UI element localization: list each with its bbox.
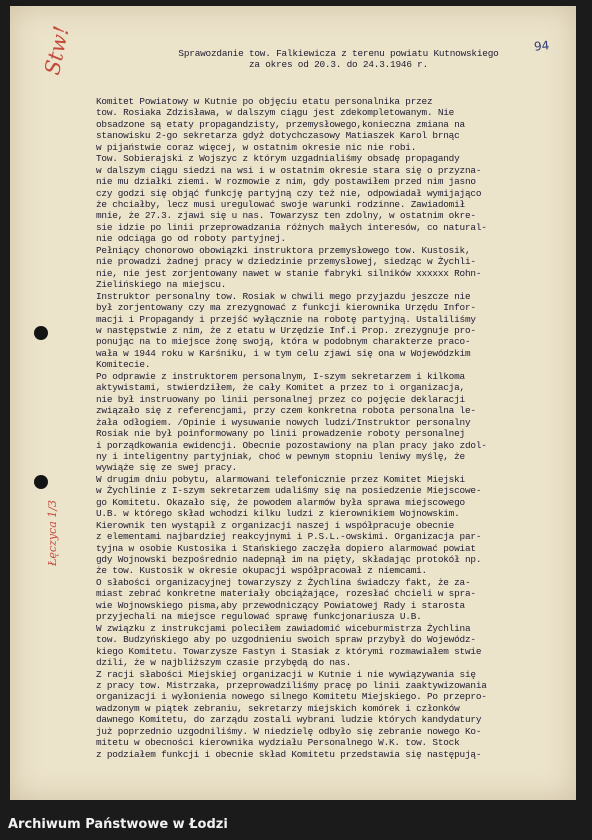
punch-hole-top [34,326,48,340]
page-number: 94 [533,38,550,54]
document-body: Komitet Powiatowy w Kutnie po objęciu etatu personalnika przez tow. Rosiaka Zdzisława, w dalszym ciągu jest zdekompletowanym. Nie obsadzone są etaty propagandzisty, przemysłowego,konieczna zmiana na stanowisku 2-go sekretarza gdyż dotychczasowy Matiaszek Karol brnąc w pijaństwie coraz więcej, w ostatnim okresie nic nie robi. Tow. Sobierajski z Wojszyc z którym uzgadnialiśmy obsadę propagandy w dalszym ciągu siedzi na wsi i w ostatnim okresie stara się o przyzna- nie mu działki ziemi. W rozmowie z nim, gdy postawiłem przed nim jasno czy godzi się objąć funkcję partyjną czy też nie, odpowiadał wymijająco że chciałby, lecz musi uregulować swoje warunki rodzinne. Zawiadomił mnie, że 27.3. zjawi się u nas. Towarzysz ten zdolny, w ostatnim okre- sie idzie po linii przeprowadzania różnych małych interesów, co natural- nie odciąga go od roboty partyjnej. Pełniący chonorowo obowiązki instruktora przemysłowego tow. Kustosik, nie prowadzi żadnej pracy w dziedzinie przemysłowej, siedząc w Żychli- nie, nie jest zorjentowany nawet w stanie fabryki silników xxxxxx Rohn- Zielińskiego na miejscu. Instruktor personalny tow. Rosiak w chwili mego przyjazdu jeszcze nie był zorjentowany czy ma zrezygnować z funkcji kierownika Urzędu Infor- macji i Propagandy i przejść wyłącznie na robotę partyjną. Ustaliliśmy w następstwie z nim, że z etatu w Urzędzie Inf.i Prop. zrezygnuje pro- ponując na to miejsce żonę swoją, która w podobnym charakterze praco- wała w 1944 roku w Karśniku, i w tym celu zjawi się ona w Wojewódzkim Komitecie. Po odprawie z instruktorem personalnym, I-szym sekretarzem i kilkoma aktywistami, stwierdziłem, że cały Komitet a przez to i organizacja, nie był instruowany po linii personalnej przez co pojęcie deklaracji związało się z referencjami, przy czem konkretna robota personalna le- żała odłogiem. /Opinie i wysuwanie nowych ludzi/Instruktor personalny Rosiak nie był poinformowany po linii prowadzenie roboty personalnej i porządkowania ewidencji. Obecnie pozostawiony na plan pracy jako zdol- ny i inteligentny partyjniak, choć w pewnym stopniu leniwy myślę, że wywiąże się ze swej pracy. W drugim dniu pobytu, alarmowani telefonicznie przez Komitet Miejski w Żychlinie z I-szym sekretarzem udaliśmy się na posiedzenie Miejscowe- go Komitetu. Okazało się, że powodem alarmów była sprawa miejscowego U.B. w którego skład wchodzi kilku ludzi z kierownikiem Wojnowskim. Kierownik ten wystąpił z organizacji naszej i współpracuje obecnie z elementami najbardziej reakcyjnymi i P.S.L.-owskimi. Organizacja par- tyjna w osobie Kustosika i Stańskiego zaczęła dopiero alarmować powiat gdy Wojnowski bezpośrednio nadepnął im na pięty, składając protokół np. że tow. Kustosik w okresie okupacji współpracował z niemcami. O słabości organizacyjnej towarzyszy z Żychlina świadczy fakt, że za- miast zebrać konkretne materiały obciążające, rozesłać chcieli w spra- wie Wojnowskiego pisma,aby przewodniczący Powiatowej Rady i starosta przyjechali na miejsce regulować sprawę funkcjonariusza U.B. W związku z instrukcjami poleciłem zawiadomić wiceburmistrza Żychlina tow. Budzyńskiego aby po uzgodnieniu swoich spraw przybył do Wojewódz- kiego Komitetu. Towarzysze Fastyn i Stasiak z którymi rozmawiałem stwie dzili, że w najbliższym czasie przybędą do nas. Z racji słabości Miejskiej organizacji w Kutnie i nie wywiązywania się z pracy tow. Mistrzaka, przeprowadziliśmy pracę po linii zaaktywizowania organizacji i wyłonienia nowego silnego Komitetu Miejskiego. Po przepro- wadzonym w piątek zebraniu, sekretarzy miejskich komórek i członków dawnego Komitetu, do zarządu zostali wybrani ludzie których kandydatury już poprzednio uzgodniliśmy. W niedzielę odbyło się zebranie nowego Ko- mitetu w obecności kierownika wydziału Personalnego W.K. tow. Stock z podziałem funkcji i obecnie skład Komitetu przedstawia się następują- [96,95,487,760]
handwritten-stamp: Stw! [40,23,74,77]
margin-annotation: Łęczyca 1/3 [46,500,59,566]
archive-label: Archiwum Państwowe w Łodzi [8,817,228,832]
document-title: Sprawozdanie tow. Falkiewicza z terenu powiatu Kutnowskiego za okres od 20.3. do 24.3.1946 r. [178,48,499,71]
document-content [96,48,576,760]
punch-hole-bottom [34,475,48,489]
document-page [10,6,576,800]
archive-footer [0,800,592,840]
